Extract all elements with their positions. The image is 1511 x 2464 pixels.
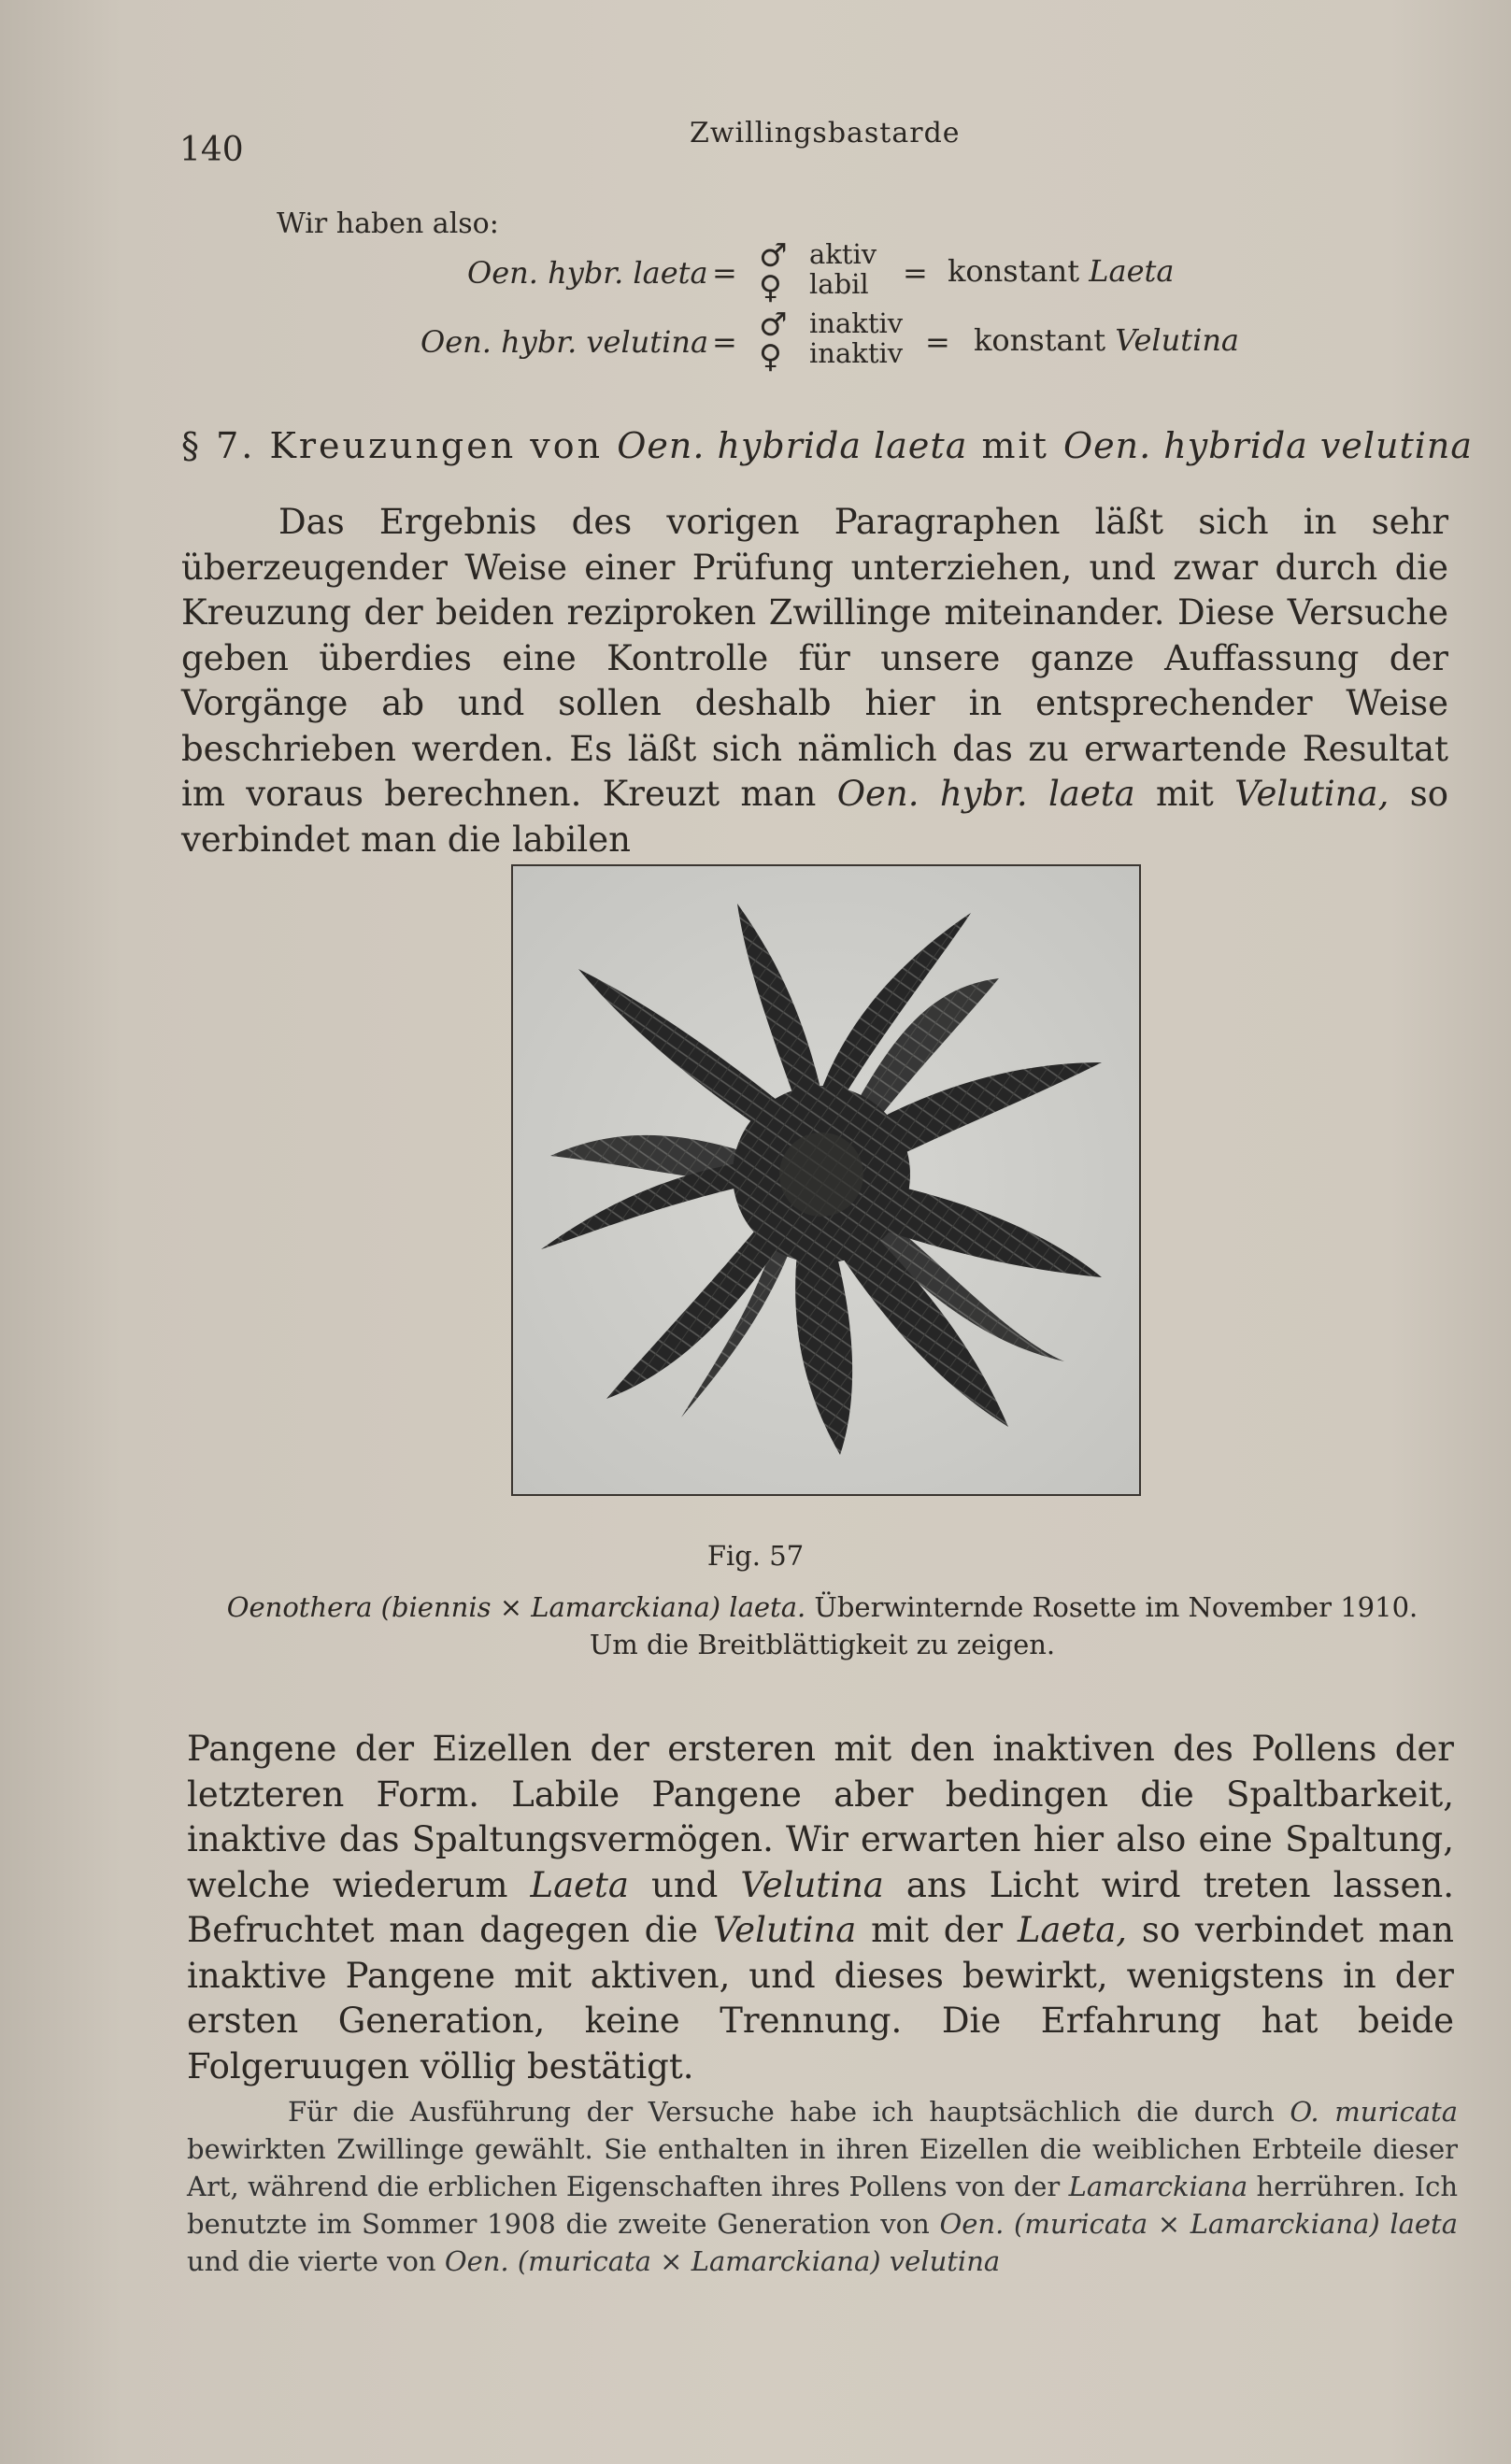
formula-line-laeta (0, 238, 1511, 313)
formula-result: konstant Laeta (948, 253, 1175, 289)
rosette-image (513, 866, 1139, 1494)
formula-equals-2: = (925, 324, 950, 360)
formula-lhs: Oen. hybr. laeta (467, 255, 708, 291)
formula-intro: Wir haben also: (277, 207, 499, 240)
formula-line-velutina (0, 304, 1511, 378)
running-title: Zwillingsbastarde (690, 117, 961, 150)
female-symbol: ♀ (759, 338, 782, 376)
figure-caption: Oenothera (biennis × Lamarckiana) laeta. Überwinternde Rosette im November 1910. Um die Breitblättigkeit zu zeigen. (226, 1591, 1418, 1660)
footnote: Für die Ausführung der Versuche habe ich hauptsächlich die durch O. muricata bewirkten Zwillinge gewählt. Sie enthalten in ihren Eizellen die weiblichen Erbteile dieser Art, während die erblichen Eigenschaften ihres Pollens von der Lamarckiana herrühren. Ich benutzte im Sommer 1908 die zweite Generation von Oen. (muricata × Lamarckiana) laeta und die vierte von Oen. (muricata × Lamarckiana) velutina (187, 2096, 1458, 2277)
formula-equals: = (712, 324, 737, 360)
formula-result: konstant Velutina (974, 322, 1239, 358)
male-symbol: ♂ (759, 237, 788, 275)
page-number: 140 (179, 131, 244, 169)
male-state: aktiv (809, 238, 877, 270)
figure-photo-rosette (511, 864, 1141, 1496)
male-state: inaktiv (809, 307, 904, 339)
female-symbol: ♀ (759, 269, 782, 306)
formula-equals: = (712, 255, 737, 291)
female-state: inaktiv (809, 337, 904, 369)
section-heading: § 7. Kreuzungen von Oen. hybrida laeta mit Oen. hybrida velutina (181, 425, 1474, 466)
paragraph-1: Das Ergebnis des vorigen Paragraphen läßt sich in sehr überzeugender Weise einer Prüfung unterziehen, und zwar durch die Kreuzung der beiden reziproken Zwillinge miteinander. Diese Versuche geben überdies eine Kontrolle für unsere ganze Auffassung der Vorgänge ab und sollen deshalb hier in entsprechender Weise beschrieben werden. Es läßt sich nämlich das zu erwartende Resultat im voraus berechnen. Kreuzt man Oen. hybr. laeta mit Velutina, so verbindet man die labilen (181, 502, 1448, 860)
paragraph-2: Pangene der Eizellen der ersteren mit den inaktiven des Pollens der letzteren Form. Labile Pangene aber bedingen die Spaltbarkeit, inaktive das Spaltungsvermögen. Wir erwarten hier also eine Spaltung, welche wiederum Laeta und Velutina ans Licht wird treten lassen. Befruchtet man dagegen die Velutina mit der Laeta, so verbindet man inaktive Pangene mit aktiven, und dieses bewirkt, wenigstens in der ersten Generation, keine Trennung. Die Erfahrung hat beide Folgeruugen völlig bestätigt. (187, 1729, 1454, 2087)
formula-equals-2: = (903, 255, 928, 291)
figure-label: Fig. 57 (706, 1540, 805, 1572)
female-state: labil (809, 268, 869, 300)
male-symbol: ♂ (759, 306, 788, 344)
formula-lhs: Oen. hybr. velutina (421, 324, 709, 360)
